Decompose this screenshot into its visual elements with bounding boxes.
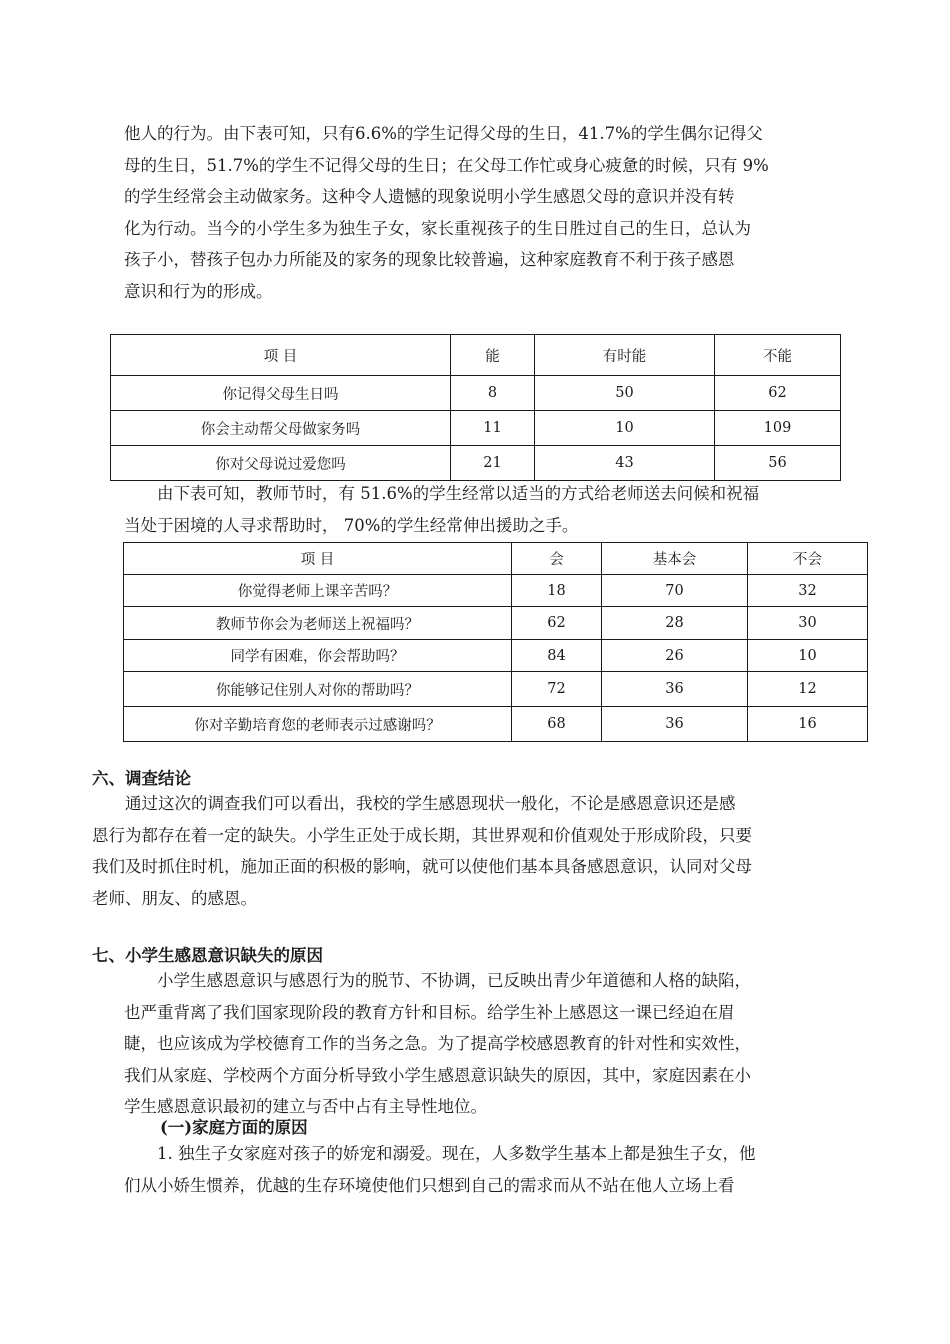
- parents-survey-table: [110, 334, 841, 481]
- subheading-family-causes: (一)家庭方面的原因: [160, 1118, 308, 1137]
- table-cell: 你会主动帮父母做家务吗: [111, 411, 451, 446]
- table-cell: 你记得父母生日吗: [111, 376, 451, 411]
- table-header-cell: 会: [512, 543, 602, 575]
- table-cell: 43: [535, 446, 715, 481]
- paragraph-conclusion: 通过这次的调查我们可以看出，我校的学生感恩现状一般化，不论是感恩意识还是感 恩行为都存在着一定的缺失。小学生正处于成长期，其世界观和价值观处于形成阶段，只要 我们及时抓住时机，施加正面的积极的影响，就可以使他们基本具备感恩意识，认同对父母 老师、朋友、的感恩。: [92, 794, 752, 908]
- table-cell: 26: [602, 640, 748, 672]
- table-header-cell: 不会: [748, 543, 868, 575]
- table-header-cell: 不能: [715, 335, 841, 376]
- table-cell: 教师节你会为老师送上祝福吗？: [124, 607, 512, 640]
- table-cell: 同学有困难，你会帮助吗？: [124, 640, 512, 672]
- section-heading-conclusion: 六、调查结论: [92, 769, 191, 788]
- table-cell: 你觉得老师上课辛苦吗？: [124, 575, 512, 607]
- table-cell: 36: [602, 707, 748, 742]
- table-row: [124, 607, 868, 640]
- table-cell: 你对辛勤培育您的老师表示过感谢吗？: [124, 707, 512, 742]
- table-cell: 18: [512, 575, 602, 607]
- table-row: [111, 446, 841, 481]
- table-cell: 62: [512, 607, 602, 640]
- table-header-cell: 能: [451, 335, 535, 376]
- table-cell: 56: [715, 446, 841, 481]
- table-cell: 16: [748, 707, 868, 742]
- paragraph-teacher-analysis: 由下表可知，教师节时，有 51.6%的学生经常以适当的方式给老师送去问候和祝福 当处于困境的人寻求帮助时， 70%的学生经常伸出援助之手。: [124, 484, 760, 535]
- table-header-cell: 项 目: [111, 335, 451, 376]
- table-header-row: [111, 335, 841, 376]
- table-cell: 72: [512, 672, 602, 707]
- section-heading-causes: 七、小学生感恩意识缺失的原因: [92, 946, 323, 965]
- table-cell: 10: [535, 411, 715, 446]
- table-row: [111, 411, 841, 446]
- table-cell: 62: [715, 376, 841, 411]
- table-cell: 11: [451, 411, 535, 446]
- table-cell: 10: [748, 640, 868, 672]
- table-cell: 32: [748, 575, 868, 607]
- table-cell: 84: [512, 640, 602, 672]
- table-cell: 28: [602, 607, 748, 640]
- table-cell: 36: [602, 672, 748, 707]
- table-cell: 109: [715, 411, 841, 446]
- table-header-cell: 项 目: [124, 543, 512, 575]
- table-row: [124, 640, 868, 672]
- table-row: [124, 672, 868, 707]
- table-cell: 30: [748, 607, 868, 640]
- paragraph-only-child: 1. 独生子女家庭对孩子的娇宠和溺爱。现在，人多数学生基本上都是独生子女，他 们从小娇生惯养，优越的生存环境使他们只想到自己的需求而从不站在他人立场上看: [124, 1144, 756, 1195]
- table-cell: 70: [602, 575, 748, 607]
- table-row: [111, 376, 841, 411]
- teachers-survey-table: [123, 542, 868, 742]
- table-cell: 50: [535, 376, 715, 411]
- table-cell: 21: [451, 446, 535, 481]
- table-cell: 8: [451, 376, 535, 411]
- paragraph-birthday-analysis: 他人的行为。由下表可知，只有6.6%的学生记得父母的生日，41.7%的学生偶尔记得父 母的生日，51.7%的学生不记得父母的生日；在父母工作忙或身心疲惫的时候，只有 9% 的学生经常会主动做家务。这种令人遗憾的现象说明小学生感恩父母的意识并没有转 化为行动。当今的小学生多为独生子女，家长重视孩子的生日胜过自己的生日，总认为 孩子小，替孩子包办力所能及的家务的现象比较普遍，这种家庭教育不利于孩子感恩 意识和行为的形成。: [124, 124, 769, 301]
- table-row: [124, 575, 868, 607]
- table-cell: 你对父母说过爱您吗: [111, 446, 451, 481]
- table-header-cell: 基本会: [602, 543, 748, 575]
- table-header-cell: 有时能: [535, 335, 715, 376]
- table-cell: 你能够记住别人对你的帮助吗？: [124, 672, 512, 707]
- table-cell: 68: [512, 707, 602, 742]
- paragraph-causes: 小学生感恩意识与感恩行为的脱节、不协调，已反映出青少年道德和人格的缺陷， 也严重背离了我们国家现阶段的教育方针和目标。给学生补上感恩这一课已经迫在眉 睫，也应该成为学校德育工作的当务之急。为了提高学校感恩教育的针对性和实效性， 我们从家庭、学校两个方面分析导致小学生感恩意识缺失的原因，其中，家庭因素在小 学生感恩意识最初的建立与否中占有主导性地位。: [124, 971, 751, 1116]
- table-row: [124, 707, 868, 742]
- table-cell: 12: [748, 672, 868, 707]
- table-header-row: [124, 543, 868, 575]
